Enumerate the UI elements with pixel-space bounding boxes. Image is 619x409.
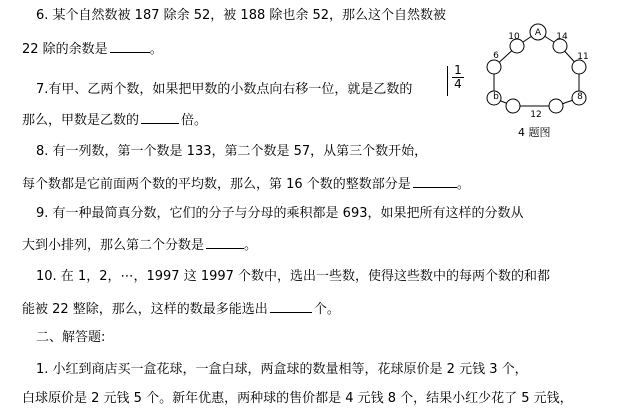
q7-suffix: 倍。: [181, 113, 208, 128]
label-top-left: 10: [508, 32, 520, 42]
label-right-upper: 11: [577, 52, 589, 62]
label-left-upper: 6: [493, 51, 499, 61]
node-bottom-left: [506, 99, 520, 113]
q7-fraction-denominator: 4: [454, 77, 462, 91]
q7-line2: [22, 111, 207, 129]
circle-figure: [480, 22, 600, 140]
q9-line1: 9. 有一种最简真分数，它们的分子与分母的乘积都是 693，如果把所有这样的分数从: [36, 206, 524, 221]
node-left-upper: [487, 60, 501, 74]
q6-text: 22 除的余数是: [22, 42, 108, 57]
section-heading: 二、解答题:: [36, 330, 106, 345]
q8-answer-blank: [413, 175, 457, 188]
label-right-lower: 8: [577, 92, 583, 102]
fraction-bracket: [447, 66, 448, 96]
label-a: A: [534, 28, 542, 38]
q9-text: 大到小排列，那么第二个分数是: [22, 238, 205, 253]
figure-caption: 4 题图: [518, 126, 551, 139]
q8-line2: [22, 175, 470, 193]
q7-fraction-numerator: 1: [452, 64, 464, 78]
q8-period: 。: [456, 177, 470, 192]
q9-period: 。: [244, 238, 258, 253]
p1-line2: 白球原价是 2 元钱 5 个。新年优惠，两种球的售价都是 4 元钱 8 个，结果小红少花了 5 元钱，: [22, 391, 573, 406]
node-right-upper: [572, 60, 586, 74]
q8-text: 每个数都是它前面两个数的平均数，那么，第 16 个数的整数部分是: [22, 177, 411, 192]
q6-period: 。: [149, 42, 163, 57]
q10-line2: [22, 300, 340, 318]
q6-answer-blank: [110, 40, 150, 53]
q6-line1: 6. 某个自然数被 187 除余 52，被 188 除也余 52，那么这个自然数被: [36, 8, 447, 23]
label-bottom: 12: [530, 110, 542, 120]
q10-answer-blank: [270, 300, 312, 313]
label-left-lower: b: [493, 92, 499, 102]
q8-line1: 8. 有一列数，第一个数是 133，第二个数是 57，从第三个数开始，: [36, 144, 428, 159]
q7-fraction: [452, 64, 464, 91]
q9-answer-blank: [206, 236, 244, 249]
q6-line2: [22, 40, 163, 58]
q7-answer-blank: [141, 111, 179, 124]
node-bottom-right: [549, 99, 563, 113]
label-top-right: 14: [556, 32, 568, 42]
q9-line2: [22, 236, 257, 254]
q7-text: 那么，甲数是乙数的: [22, 113, 140, 128]
p1-line1: 1. 小红到商店买一盒花球，一盒白球，两盒球的数量相等，花球原价是 2 元钱 3 个，: [36, 362, 528, 377]
q10-text: 能被 22 整除，那么，这样的数最多能选出: [22, 302, 268, 317]
q10-line1: 10. 在 1，2，⋯，1997 这 1997 个数中，选出一些数，使得这些数中的每两个数的和都: [36, 269, 551, 284]
q7-line1: 7.有甲、乙两个数，如果把甲数的小数点向右移一位，就是乙数的: [36, 82, 413, 97]
q10-suffix: 个。: [313, 302, 340, 317]
